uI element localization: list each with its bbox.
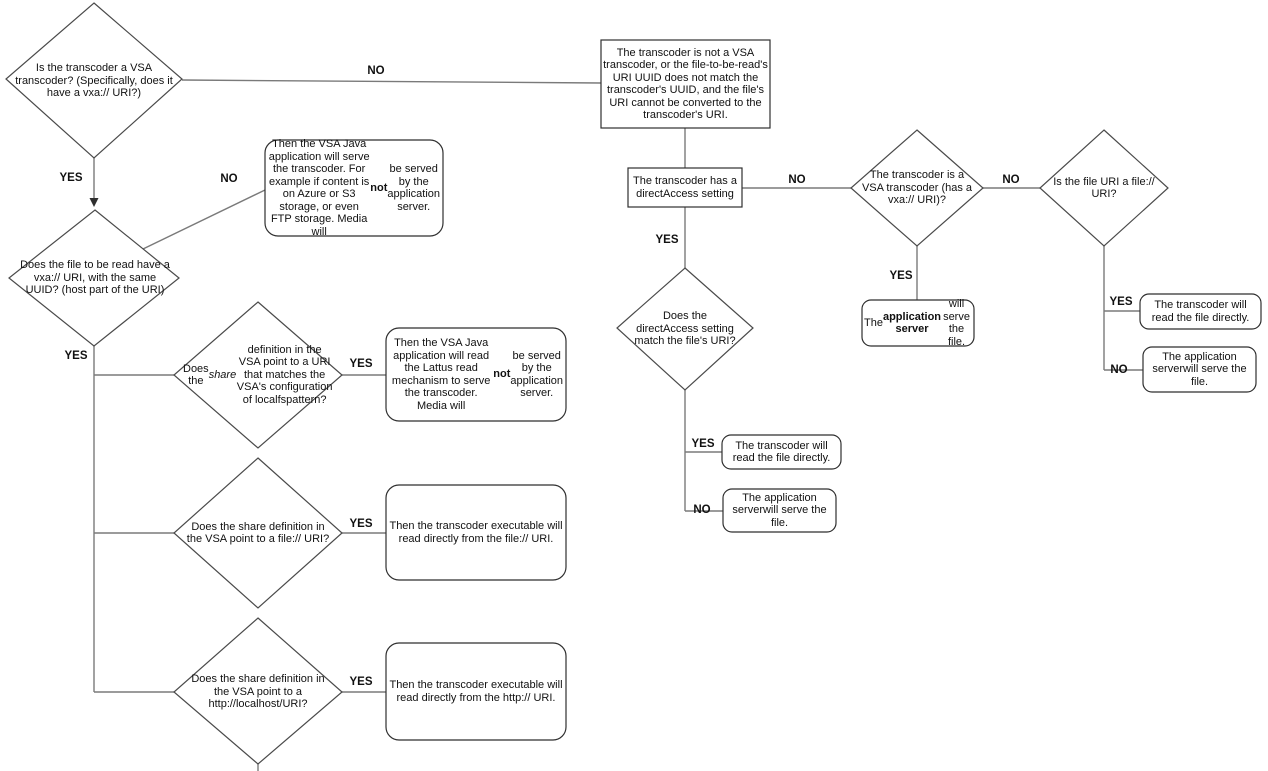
decision-is-vsa-transcoder: Is the transcoder a VSA transcoder? (Specifically, does it have a vxa:// URI?): [15, 62, 173, 100]
edge-label-no-dam: NO: [693, 504, 711, 516]
result-vsa-java-serve: Then the VSA Java application will serve the transcoder. For example if content is on Azure or S3 storage, or even FTP storage. Media will not be served by the application server.: [268, 138, 440, 238]
edge-label-yes-da: YES: [655, 234, 679, 246]
edge-label-no-vsa2: NO: [1002, 174, 1020, 186]
edge-label-no-d2: NO: [220, 173, 238, 185]
decision-is-file-uri: Is the file URI a file:// URI?: [1053, 175, 1155, 200]
result-not-vsa-transcoder: The transcoder is not a VSA transcoder, or the file-to-be-read's URI UUID does not match the transcoder's UUID, and the file's URI cannot be converted to the transcoder's URI.: [603, 46, 768, 121]
decision-file-has-vxa-uri: Does the file to be read have a vxa:// URI, with the same UUID? (host part of the URI): [20, 259, 170, 297]
edge-label-no-top: NO: [367, 65, 385, 77]
decision-is-vsa-transcoder-2: The transcoder is a VSA transcoder (has a vxa:// URI)?: [861, 169, 973, 207]
edge-label-no-da: NO: [788, 174, 806, 186]
edge-label-yes-d2: YES: [64, 350, 88, 362]
result-app-server-serve-2: The application serverwill serve the file.: [1152, 350, 1247, 388]
decision-directaccess-match: Does the directAccess setting match the file's URI?: [634, 310, 736, 348]
decision-share-file-uri: Does the share definition in the VSA point to a file:// URI?: [186, 520, 330, 545]
decision-share-localhost-uri: Does the share definition in the VSA point to a http://localhost/URI?: [191, 673, 325, 711]
result-app-server-serve-1: The application serverwill serve the file.: [732, 491, 827, 529]
edge-label-yes-d5: YES: [349, 676, 373, 688]
result-app-server-serve-bold: The application server will serve the file.: [864, 298, 970, 348]
edge-label-yes-d4: YES: [349, 518, 373, 530]
result-lattus-read: Then the VSA Java application will read the Lattus read mechanism to serve the transcoder. Media will not be served by the application server.: [391, 337, 563, 412]
edge-label-yes-d3: YES: [349, 358, 373, 370]
result-transcoder-read-direct-2: The transcoder will read the file directly.: [1151, 299, 1250, 324]
process-has-directaccess: The transcoder has a directAccess setting: [633, 175, 737, 200]
edge-label-no-fileuri: NO: [1110, 364, 1128, 376]
edge-label-yes-vsa2: YES: [889, 270, 913, 282]
edge-label-yes-fileuri: YES: [1109, 296, 1133, 308]
result-transcoder-read-direct-1: The transcoder will read the file directly.: [732, 439, 831, 464]
result-transcoder-file-read: Then the transcoder executable will read directly from the file:// URI.: [389, 520, 563, 545]
edge-label-yes-d1: YES: [59, 172, 83, 184]
decision-share-localfspattern: Does the share definition in the VSA point to a URI that matches the VSA's configuration of localfspattern?: [183, 343, 333, 406]
connector-no-top: [182, 80, 601, 83]
result-transcoder-http-read: Then the transcoder executable will read directly from the http:// URI.: [389, 679, 563, 704]
arrow-head: [90, 198, 99, 207]
edge-label-yes-dam: YES: [691, 438, 715, 450]
